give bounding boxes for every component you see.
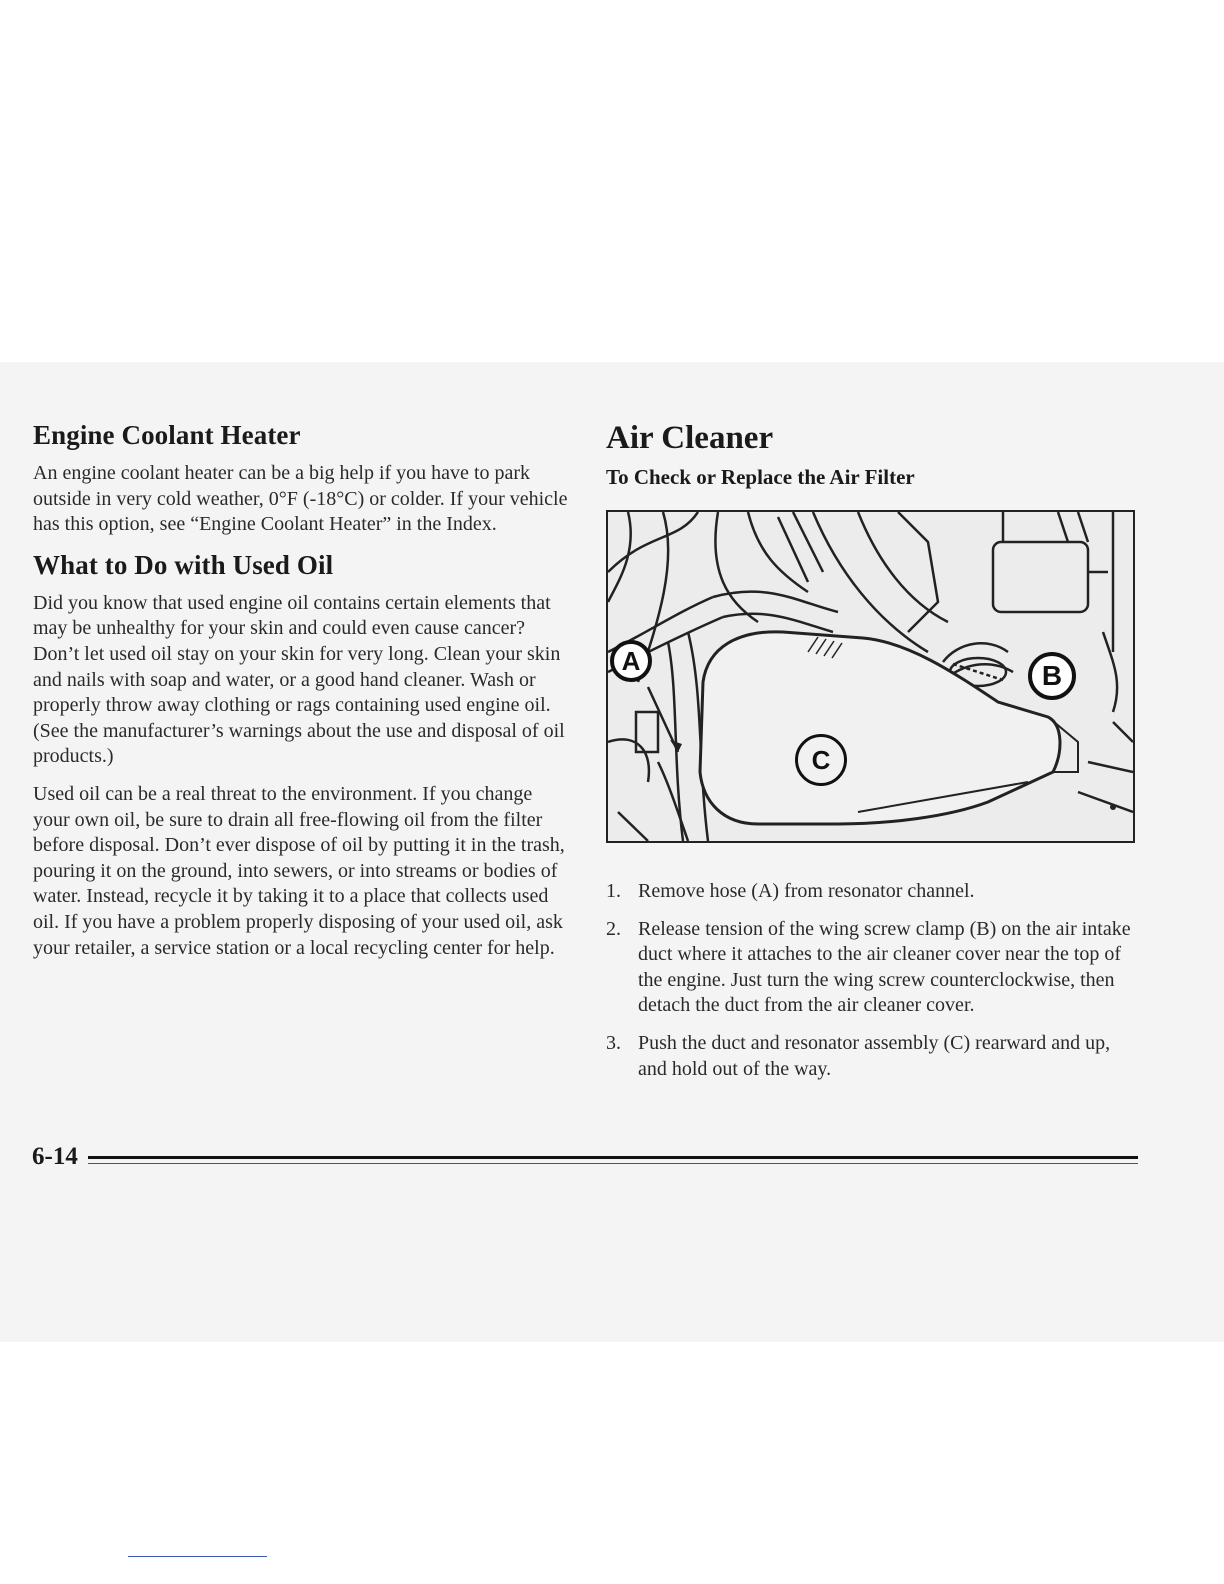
coolant-heater-heading: Engine Coolant Heater bbox=[33, 420, 301, 450]
footer-rule-thick bbox=[88, 1156, 1138, 1159]
air-filter-steps bbox=[606, 879, 1138, 1082]
step-3-number: 3. bbox=[606, 1031, 621, 1054]
step-3-text: Push the duct and resonator assembly (C) rearward and up, and hold out of the way. bbox=[638, 1031, 1111, 1080]
callout-c-marker bbox=[795, 734, 847, 786]
step-3 bbox=[606, 1031, 1138, 1082]
footer-rule-thin bbox=[88, 1163, 1138, 1164]
air-cleaner-heading: Air Cleaner bbox=[606, 420, 774, 456]
used-oil-paragraph-2: Used oil can be a real threat to the environment. If you change your own oil, be sure to drain all free-flowing oil from the filter before disposal. Don’t ever dispose of oil by putting it in the trash, pouring it on the ground, into sewers, or into streams or bodies of water. Instead, recycle it by taking it to a place that collects used oil. If you have a problem properly disposing of your used oil, ask your retailer, a service station or a local recycling center for help. bbox=[33, 782, 565, 959]
page-footer bbox=[32, 1143, 1138, 1177]
used-oil-paragraph-1: Did you know that used engine oil contains certain elements that may be unhealthy for your skin and could even cause cancer? Don’t let used oil stay on your skin for very long. Clean your skin and nails with soap and water, or a good hand cleaner. Wash or properly throw away clothing or rags containing used engine oil. (See the manufacturer’s warnings about the use and disposal of oil products.) bbox=[33, 591, 565, 768]
step-2-number: 2. bbox=[606, 917, 621, 940]
bottom-link-underline bbox=[128, 1556, 267, 1557]
callout-a-label: A bbox=[621, 645, 641, 676]
right-column bbox=[606, 420, 1138, 1094]
coolant-heater-paragraph: An engine coolant heater can be a big help if you have to park outside in very cold weather, 0°F (-18°C) or colder. If your vehicle has this option, see “Engine Coolant Heater” in the Index. bbox=[33, 462, 568, 536]
step-2 bbox=[606, 917, 1138, 1019]
callout-a-marker bbox=[610, 640, 652, 682]
callout-b-label: B bbox=[1041, 660, 1063, 691]
air-cleaner-illustration bbox=[606, 510, 1135, 843]
step-1 bbox=[606, 879, 1138, 905]
used-oil-heading: What to Do with Used Oil bbox=[33, 549, 334, 580]
step-1-number: 1. bbox=[606, 880, 621, 902]
air-filter-subheading: To Check or Replace the Air Filter bbox=[606, 465, 915, 489]
page-number: 6-14 bbox=[32, 1143, 78, 1170]
left-column bbox=[33, 420, 568, 973]
step-1-text: Remove hose (A) from resonator channel. bbox=[638, 880, 975, 902]
callout-c-label: C bbox=[811, 744, 831, 775]
step-2-text: Release tension of the wing screw clamp (B) on the air intake duct where it attaches to the air cleaner cover near the top of the engine. Just turn the wing screw counterclockwise, then detach the duct from the air cleaner cover. bbox=[638, 917, 1131, 1017]
callout-b-marker bbox=[1028, 652, 1076, 700]
